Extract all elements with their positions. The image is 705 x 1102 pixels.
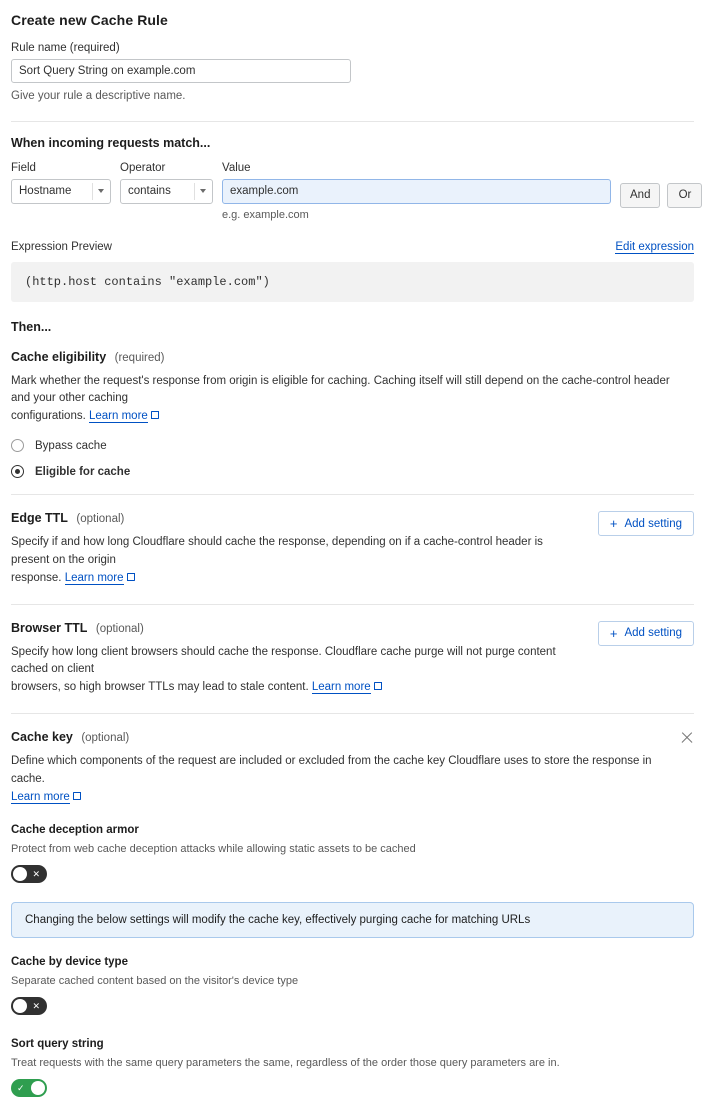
value-input[interactable]	[222, 179, 611, 204]
field-select-value: Hostname	[19, 185, 72, 198]
external-link-icon	[374, 682, 382, 690]
edge-ttl-text	[11, 509, 571, 587]
expression-label: Expression Preview	[11, 240, 112, 253]
edge-ttl-add-setting-label: Add setting	[624, 517, 682, 530]
edge-ttl-add-setting-button[interactable]	[598, 511, 694, 536]
edge-ttl-heading: Edge TTL	[11, 511, 68, 526]
radio-bypass-label: Bypass cache	[35, 439, 107, 452]
toggle-off-mark: ✕	[32, 868, 40, 879]
radio-icon	[11, 439, 24, 452]
then-heading: Then...	[11, 319, 52, 334]
learn-more-label: Learn more	[311, 681, 371, 694]
cache-eligibility-description	[11, 373, 689, 426]
logic-buttons	[620, 183, 702, 208]
cache-deception-armor-description: Protect from web cache deception attacks while allowing static assets to be cached	[11, 843, 416, 856]
cache-key-optional: (optional)	[81, 731, 130, 744]
cache-by-device-type-title: Cache by device type	[11, 956, 128, 969]
edge-ttl-section	[11, 509, 694, 587]
page-title: Create new Cache Rule	[11, 12, 168, 28]
cache-key-notice: Changing the below settings will modify the cache key, effectively purging cache for matching URLs	[11, 902, 694, 938]
field-select-divider	[92, 183, 93, 200]
learn-more-label: Learn more	[64, 571, 124, 584]
field-select[interactable]	[11, 179, 111, 204]
browser-ttl-desc-line2: browsers, so high browser TTLs may lead to stale content.	[11, 681, 309, 694]
edge-ttl-desc-line1: Specify if and how long Cloudflare should cache the response, depending on if a cache-control header is present on the origin	[11, 536, 543, 566]
cache-key-learn-more[interactable]	[11, 791, 70, 804]
cache-by-device-type-toggle[interactable]	[11, 997, 47, 1015]
sort-query-string-description: Treat requests with the same query parameters the same, regardless of the order those query parameters are in.	[11, 1057, 560, 1070]
cache-key-heading: Cache key	[11, 729, 73, 744]
rule-name-label: Rule name (required)	[11, 42, 120, 54]
expression-header	[11, 241, 694, 254]
cache-key-text	[11, 728, 680, 806]
sort-query-string-title: Sort query string	[11, 1038, 104, 1051]
cache-eligibility-heading: Cache eligibility	[11, 349, 107, 364]
edit-expression-link[interactable]: Edit expression	[615, 240, 694, 253]
operator-select-value: contains	[128, 185, 171, 198]
browser-ttl-learn-more[interactable]	[312, 681, 371, 694]
edge-ttl-title-row	[11, 509, 571, 527]
external-link-icon	[73, 792, 81, 800]
learn-more-label: Learn more	[11, 790, 70, 803]
plus-icon: +	[609, 625, 618, 641]
cache-deception-armor-toggle[interactable]	[11, 865, 47, 883]
cache-key-title-row	[11, 728, 680, 746]
operator-group	[120, 162, 213, 204]
divider	[11, 713, 694, 714]
match-heading: When incoming requests match...	[11, 135, 211, 150]
browser-ttl-description	[11, 644, 571, 697]
edge-ttl-learn-more[interactable]	[65, 572, 124, 585]
browser-ttl-heading: Browser TTL	[11, 620, 88, 635]
browser-ttl-section	[11, 619, 694, 697]
cache-eligibility-desc-line1: Mark whether the request's response from origin is eligible for caching. Caching itself will still depend on the cache-control header and your other caching	[11, 374, 670, 405]
match-row	[11, 162, 694, 221]
cache-key-section	[11, 728, 694, 806]
chevron-down-icon	[98, 189, 104, 193]
external-link-icon	[127, 573, 135, 581]
cache-eligibility-section	[11, 348, 694, 478]
operator-select[interactable]	[120, 179, 213, 204]
edge-ttl-optional: (optional)	[76, 513, 125, 526]
close-icon[interactable]	[680, 731, 694, 745]
browser-ttl-add-setting-button[interactable]	[598, 621, 694, 646]
operator-label: Operator	[120, 161, 166, 174]
browser-ttl-add-setting-label: Add setting	[624, 627, 682, 640]
field-group	[11, 162, 111, 204]
browser-ttl-optional: (optional)	[95, 622, 144, 635]
divider	[11, 494, 694, 495]
browser-ttl-desc-line1: Specify how long client browsers should cache the response. Cloudflare cache purge will not purge content cached on client	[11, 645, 556, 676]
sort-query-string-toggle[interactable]	[11, 1079, 47, 1097]
cache-deception-armor-title: Cache deception armor	[11, 824, 139, 837]
field-label: Field	[11, 161, 36, 174]
expression-preview: (http.host contains "example.com")	[11, 262, 694, 302]
cache-eligibility-title-row	[11, 348, 694, 366]
radio-eligible-label: Eligible for cache	[35, 465, 131, 478]
learn-more-label: Learn more	[89, 410, 148, 423]
value-hint: e.g. example.com	[222, 208, 309, 221]
radio-bypass-cache[interactable]	[11, 439, 694, 452]
operator-select-divider	[194, 183, 195, 200]
toggle-knob	[13, 999, 27, 1013]
rule-name-group	[11, 42, 694, 105]
browser-ttl-title-row	[11, 619, 571, 637]
cache-key-description	[11, 753, 680, 806]
cache-eligibility-learn-more[interactable]	[89, 410, 148, 423]
edge-ttl-desc-line2: response.	[11, 571, 62, 584]
divider	[11, 604, 694, 605]
browser-ttl-text	[11, 619, 571, 697]
cache-by-device-type-description: Separate cached content based on the visitor's device type	[11, 975, 299, 988]
toggle-knob	[13, 867, 27, 881]
value-group	[222, 162, 611, 221]
toggle-on-mark: ✓	[17, 1082, 25, 1093]
cache-eligibility-desc-line2: configurations.	[11, 410, 86, 423]
cache-key-desc-line1: Define which components of the request are included or excluded from the cache key Cloudflare uses to store the response in cache.	[11, 754, 652, 785]
or-button[interactable]: Or	[667, 183, 702, 208]
cache-eligibility-required: (required)	[114, 351, 165, 364]
external-link-icon	[151, 411, 159, 419]
and-button[interactable]: And	[620, 183, 660, 208]
value-label: Value	[222, 161, 251, 174]
plus-icon: +	[609, 516, 618, 532]
radio-icon-selected	[11, 465, 24, 478]
toggle-knob	[31, 1081, 45, 1095]
rule-name-input[interactable]	[11, 59, 351, 83]
divider	[11, 121, 694, 122]
chevron-down-icon	[200, 189, 206, 193]
radio-eligible-for-cache[interactable]	[11, 465, 694, 478]
rule-name-help: Give your rule a descriptive name.	[11, 90, 186, 102]
edge-ttl-description	[11, 534, 571, 587]
toggle-off-mark: ✕	[32, 1000, 40, 1011]
